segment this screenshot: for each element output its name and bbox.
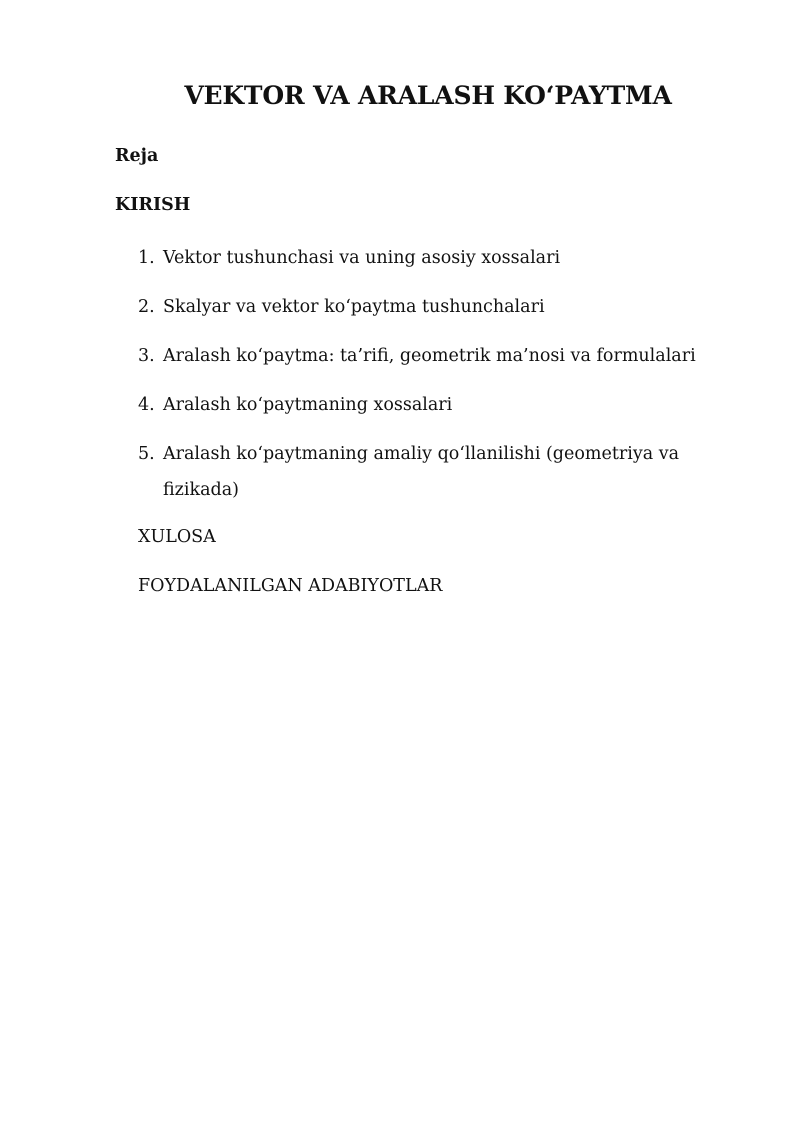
plan-item [138, 240, 708, 276]
reja-heading: Reja [115, 146, 159, 166]
plan-item [138, 289, 708, 325]
plan-item-text: Skalyar va vektor ko‘paytma tushunchalari [163, 297, 545, 317]
plan-list [138, 240, 708, 521]
plan-item-number: 3. [138, 346, 155, 366]
xulosa-label: XULOSA [138, 527, 216, 547]
plan-item [138, 338, 708, 374]
adabiyotlar-label: FOYDALANILGAN ADABIYOTLAR [138, 576, 443, 596]
plan-item-text: Aralash ko‘paytmaning xossalari [163, 395, 453, 415]
plan-item-number: 5. [138, 444, 155, 464]
plan-item-number: 1. [138, 248, 155, 268]
kirish-heading: KIRISH [115, 195, 191, 215]
plan-item-text: Aralash ko‘paytma: ta’rifi, geometrik ma’nosi va formulalari [163, 346, 696, 366]
plan-item-text: Vektor tushunchasi va uning asosiy xossalari [163, 248, 561, 268]
plan-item [138, 387, 708, 423]
document-title: VEKTOR VA ARALASH KO‘PAYTMA [184, 81, 672, 110]
plan-item [138, 436, 708, 508]
plan-item-text: Aralash ko‘paytmaning amaliy qo‘llanilishi (geometriya va fizikada) [163, 444, 680, 500]
plan-item-number: 4. [138, 395, 155, 415]
plan-item-number: 2. [138, 297, 155, 317]
